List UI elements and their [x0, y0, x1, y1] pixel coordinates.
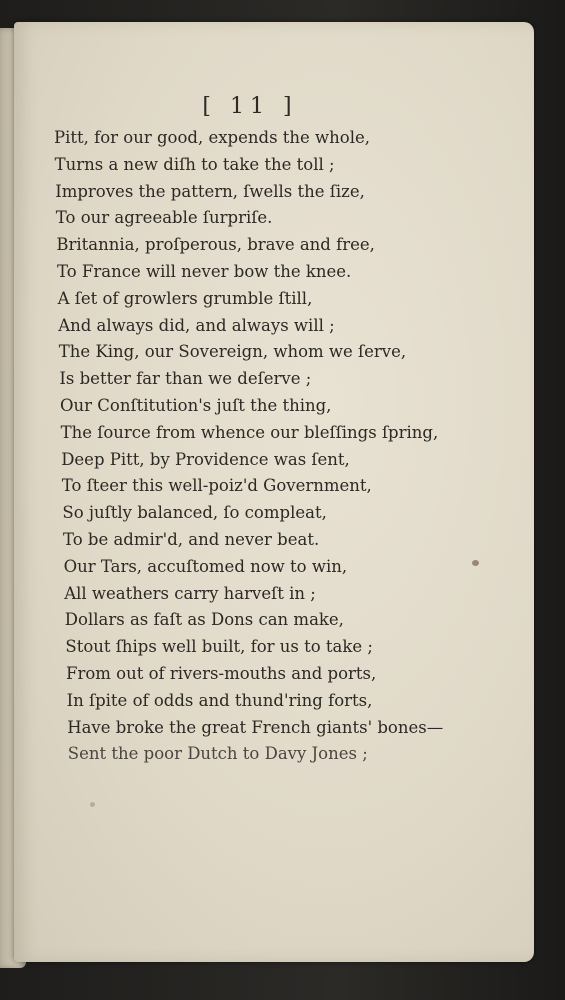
poem-line: Turns a new diſh to take the toll ; — [54, 154, 335, 174]
poem-line: All weathers carry harveſt in ; — [64, 583, 316, 603]
ink-spot — [472, 560, 479, 566]
poem-line: From out of rivers-mouths and ports, — [66, 663, 377, 683]
poem-line: Pitt, for our good, expends the whole, — [54, 128, 371, 147]
poem-line: Dollars as faſt as Dons can make, — [64, 610, 344, 630]
poem-line: The King, our Sovereign, whom we ſerve, — [58, 342, 407, 362]
poem-line: To our agreeable ſurpriſe. — [55, 208, 273, 228]
poem — [54, 125, 514, 768]
poem-line: Our Conſtitution's juſt the thing, — [60, 395, 332, 415]
poem-line: So juſtly balanced, ſo compleat, — [62, 503, 327, 523]
poem-line: Improves the pattern, ſwells the ſize, — [55, 181, 365, 201]
poem-line: Our Tars, accuſtomed now to win, — [63, 556, 348, 576]
poem-line: Sent the poor Dutch to Davy Jones ; — [67, 744, 368, 764]
page-number: [ 11 ] — [202, 94, 298, 119]
poem-line: To France will never bow the knee. — [57, 261, 352, 281]
poem-line: Is better far than we deſerve ; — [59, 369, 312, 389]
poem-line: The ſource from whence our bleſſings ſpring, — [60, 422, 439, 442]
poem-line: To ſteer this well-poiz'd Government, — [61, 476, 372, 496]
poem-line: Have broke the great French giants' bones— — [67, 717, 444, 737]
poem-line: And always did, and always will ; — [58, 315, 335, 335]
poem-line: A ſet of growlers grumble ſtill, — [57, 288, 313, 308]
ink-spot — [90, 802, 95, 807]
poem-line: Britannia, proſperous, brave and free, — [56, 235, 375, 255]
poem-line: Deep Pitt, by Providence was ſent, — [61, 449, 350, 469]
poem-line: In ſpite of odds and thund'ring forts, — [66, 690, 373, 710]
book-page — [14, 22, 534, 962]
poem-line: To be admir'd, and never beat. — [63, 529, 320, 549]
poem-line: Stout ſhips well built, for us to take ; — [65, 637, 373, 657]
